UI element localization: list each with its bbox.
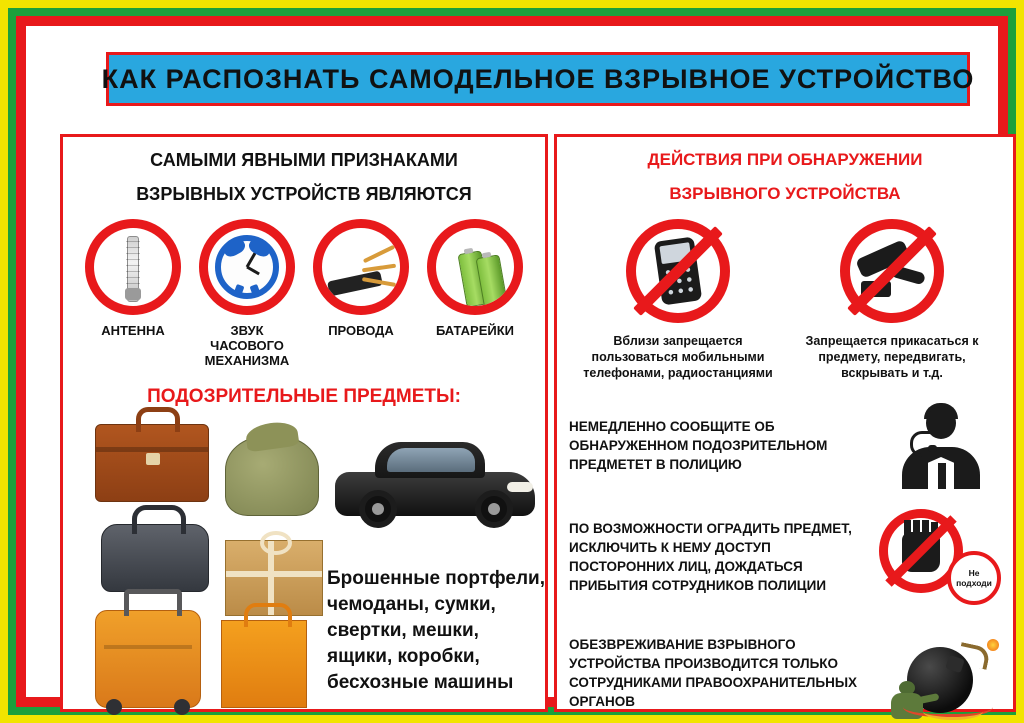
alarm-clock-icon [199, 219, 295, 315]
action-report-to-police [569, 401, 1001, 489]
prohibition-touching [793, 219, 991, 381]
prohibition-touching-text: Запрещается прикасаться к предмету, передвигать, вскрывать и т.д. [805, 334, 979, 380]
sack-icon [225, 436, 319, 516]
page-title: КАК РАСПОЗНАТЬ САМОДЕЛЬНОЕ ВЗРЫВНОЕ УСТРОЙСТВО [101, 63, 975, 94]
action-report-text: НЕМЕДЛЕННО СООБЩИТЕ ОБ ОБНАРУЖЕННОМ ПОДОЗРИТЕЛЬНОМ ПРЕДМЕТЕТ В ПОЛИЦИЮ [569, 418, 828, 472]
prohibitions-row [571, 219, 999, 381]
right-panel-heading-line1: ДЕЙСТВИЯ ПРИ ОБНАРУЖЕНИИ [647, 150, 923, 169]
do-not-approach-badge [947, 551, 1001, 605]
poster-title-band [101, 52, 975, 106]
suspicious-objects-area [73, 414, 546, 714]
sign-wires [307, 219, 415, 368]
batteries-icon [427, 219, 523, 315]
sign-batteries-label: БАТАРЕЙКИ [435, 323, 515, 338]
duffel-bag-icon [101, 524, 209, 592]
sign-antenna [79, 219, 187, 368]
action-cordon-text: ПО ВОЗМОЖНОСТИ ОГРАДИТЬ ПРЕДМЕТ, ИСКЛЮЧИТЬ К НЕМУ ДОСТУП ПОСТОРОННИХ ЛИЦ, ДОЖДАТЬСЯ ПРИБЫТИЯ СОТРУДНИКОВ ПОЛИЦИИ [569, 521, 852, 593]
wires-icon [313, 219, 409, 315]
left-panel-heading-line1: САМЫМИ ЯВНЫМИ ПРИЗНАКАМИ [150, 150, 458, 170]
objects-caption: Брошенные портфели, чемоданы, сумки, свертки, мешки, ящики, коробки, бесхозные машины [327, 568, 546, 693]
no-hand-icon-wrap [879, 509, 1001, 605]
prohibition-mobile-phone-text: Вблизи запрещается пользоваться мобильными телефонами, радиостанциями [583, 334, 773, 380]
action-defusing-text: ОБЕЗВРЕЖИВАНИЕ ВЗРЫВНОГО УСТРОЙСТВА ПРОИЗВОДИТСЯ ТОЛЬКО СОТРУДНИКАМИ ПРАВООХРАНИТЕЛЬНЫХ ОРГАНОВ [569, 637, 858, 709]
shopping-bag-icon [221, 620, 307, 708]
right-panel-heading-line2: ВЗРЫВНОГО УСТРОЙСТВА [669, 184, 901, 203]
operator-headset-icon [879, 401, 1001, 489]
left-panel-heading-line2: ВЗРЫВНЫХ УСТРОЙСТВ ЯВЛЯЮТСЯ [136, 184, 472, 204]
no-mobile-phone-icon [626, 219, 730, 323]
poster-content [26, 26, 998, 709]
suspicious-items-heading: ПОДОЗРИТЕЛЬНЫЕ ПРЕДМЕТЫ: [147, 386, 461, 407]
right-panel [554, 134, 1016, 712]
suitcase-icon [95, 610, 201, 708]
antenna-icon [85, 219, 181, 315]
sign-clock [193, 219, 301, 368]
action-cordon-off [569, 509, 1001, 605]
bomb-sapper-icon [879, 625, 1001, 721]
no-touching-icon [840, 219, 944, 323]
signs-row [79, 219, 529, 368]
sign-clock-label: ЗВУК ЧАСОВОГО МЕХАНИЗМА [204, 323, 290, 368]
sign-batteries [421, 219, 529, 368]
action-defusing [569, 625, 1001, 721]
briefcase-icon [95, 424, 209, 502]
sign-wires-label: ПРОВОДА [328, 323, 394, 338]
car-icon [335, 438, 535, 530]
sign-antenna-label: АНТЕННА [101, 323, 165, 338]
prohibition-mobile-phone [579, 219, 777, 381]
left-panel [60, 134, 548, 712]
do-not-approach-badge-text: Не подходи [956, 568, 992, 588]
